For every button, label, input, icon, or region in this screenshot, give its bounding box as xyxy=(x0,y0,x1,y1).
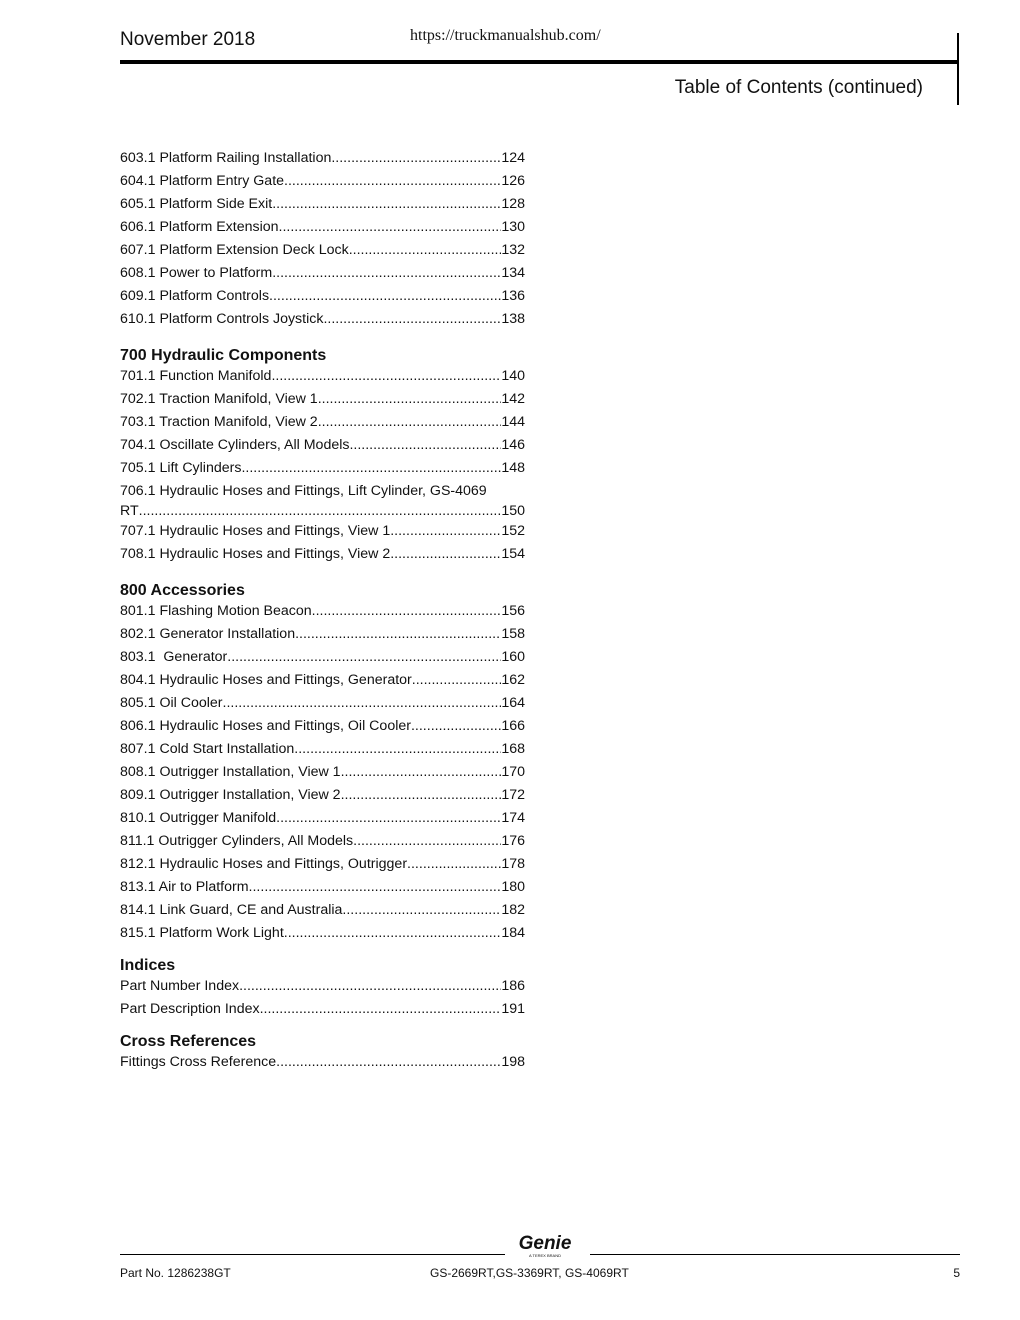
toc-dot-leader xyxy=(341,785,502,805)
genie-logo xyxy=(505,1230,585,1260)
toc-dot-leader xyxy=(312,601,502,621)
toc-dot-leader xyxy=(269,286,501,306)
toc-entry-page: 158 xyxy=(501,626,525,642)
toc-entry-page: 184 xyxy=(501,925,525,941)
toc-entry-701-1[interactable] xyxy=(120,366,525,389)
toc-entry-808-1[interactable] xyxy=(120,762,525,785)
toc-entry-title: 804.1 Hydraulic Hoses and Fittings, Generator xyxy=(120,672,412,688)
toc-entry-805-1[interactable] xyxy=(120,693,525,716)
toc-entry-title: 811.1 Outrigger Cylinders, All Models xyxy=(120,833,354,849)
toc-dot-leader xyxy=(279,217,502,237)
toc-entry-title: 702.1 Traction Manifold, View 1 xyxy=(120,391,318,407)
toc-entry-804-1[interactable] xyxy=(120,670,525,693)
toc-dot-leader xyxy=(412,670,502,690)
toc-entry-title: 603.1 Platform Railing Installation xyxy=(120,150,332,166)
toc-entry-807-1[interactable] xyxy=(120,739,525,762)
toc-entry-610-1[interactable] xyxy=(120,309,525,332)
toc-entry-title: 815.1 Platform Work Light xyxy=(120,925,284,941)
toc-entry-809-1[interactable] xyxy=(120,785,525,808)
toc-dot-leader xyxy=(284,923,502,943)
toc-entry-page: 166 xyxy=(501,718,525,734)
header-url[interactable]: https://truckmanualshub.com/ xyxy=(410,27,601,44)
footer-part-number: Part No. 1286238GT xyxy=(120,1266,231,1280)
toc-entry-802-1[interactable] xyxy=(120,624,525,647)
toc-entry-title: 814.1 Link Guard, CE and Australia xyxy=(120,902,343,918)
toc-entry-815-1[interactable] xyxy=(120,923,525,946)
toc-entry-page: 136 xyxy=(501,288,525,304)
toc-entry-604-1[interactable] xyxy=(120,171,525,194)
svg-text:Genie: Genie xyxy=(518,1233,572,1254)
table-of-contents xyxy=(120,148,525,1075)
toc-entry-title: 808.1 Outrigger Installation, View 1 xyxy=(120,764,341,780)
toc-entry-page: 134 xyxy=(501,265,525,281)
toc-entry-title: 707.1 Hydraulic Hoses and Fittings, View 1 xyxy=(120,523,391,539)
toc-entry-title: 810.1 Outrigger Manifold xyxy=(120,810,277,826)
footer-rule-right xyxy=(590,1254,960,1255)
toc-dot-leader xyxy=(390,544,501,564)
toc-entry-page: 138 xyxy=(501,311,525,327)
toc-entry-title: 703.1 Traction Manifold, View 2 xyxy=(120,414,318,430)
toc-section-800 xyxy=(120,581,525,946)
toc-dot-leader xyxy=(139,501,502,521)
toc-entry-page: 124 xyxy=(501,150,525,166)
toc-dot-leader xyxy=(239,976,501,996)
toc-entry-title: 708.1 Hydraulic Hoses and Fittings, View 2 xyxy=(120,546,391,562)
toc-entry-703-1[interactable] xyxy=(120,412,525,435)
toc-dot-leader xyxy=(295,624,501,644)
toc-entry-page: 142 xyxy=(501,391,525,407)
toc-entry-title: Fittings Cross Reference xyxy=(120,1054,277,1070)
toc-entry-page: 140 xyxy=(501,368,525,384)
toc-dot-leader xyxy=(241,458,501,478)
toc-dot-leader xyxy=(260,999,502,1019)
toc-entry-fittings-cross-reference[interactable] xyxy=(120,1052,525,1075)
svg-text:A TEREX BRAND: A TEREX BRAND xyxy=(529,1253,561,1258)
toc-dot-leader xyxy=(272,263,501,283)
toc-entry-page: 146 xyxy=(501,437,525,453)
toc-entry-title: 604.1 Platform Entry Gate xyxy=(120,173,285,189)
toc-section-cross-references xyxy=(120,1032,525,1075)
toc-entry-page: 144 xyxy=(501,414,525,430)
toc-entry-609-1[interactable] xyxy=(120,286,525,309)
toc-entry-title-continued: RT xyxy=(120,503,139,519)
toc-entry-title: 701.1 Function Manifold xyxy=(120,368,272,384)
toc-group-top xyxy=(120,148,525,332)
toc-entry-607-1[interactable] xyxy=(120,240,525,263)
toc-entry-608-1[interactable] xyxy=(120,263,525,286)
toc-dot-leader xyxy=(271,366,501,386)
toc-entry-708-1[interactable] xyxy=(120,544,525,567)
toc-entry-title: 704.1 Oscillate Cylinders, All Models xyxy=(120,437,350,453)
toc-section-indices xyxy=(120,956,525,1022)
toc-dot-leader xyxy=(341,762,502,782)
toc-entry-title: 806.1 Hydraulic Hoses and Fittings, Oil Cooler xyxy=(120,718,411,734)
toc-entry-page: 130 xyxy=(501,219,525,235)
toc-entry-title: Part Description Index xyxy=(120,1001,260,1017)
toc-section-heading[interactable]: 700 Hydraulic Components xyxy=(120,347,327,364)
toc-section-700 xyxy=(120,346,525,567)
toc-entry-page: 154 xyxy=(501,546,525,562)
toc-entry-title: 606.1 Platform Extension xyxy=(120,219,279,235)
toc-entry-title: 809.1 Outrigger Installation, View 2 xyxy=(120,787,341,803)
toc-dot-leader xyxy=(294,739,501,759)
toc-dot-leader xyxy=(331,148,501,168)
toc-entry-title: 803.1 Generator xyxy=(120,649,228,665)
toc-dot-leader xyxy=(223,693,502,713)
toc-entry-603-1[interactable] xyxy=(120,148,525,171)
toc-entry-title: 609.1 Platform Controls xyxy=(120,288,270,304)
toc-entry-title: 807.1 Cold Start Installation xyxy=(120,741,295,757)
page-title: Table of Contents (continued) xyxy=(674,77,923,98)
toc-dot-leader xyxy=(323,309,501,329)
toc-dot-leader xyxy=(349,240,502,260)
toc-dot-leader xyxy=(227,647,501,667)
toc-entry-706-1[interactable] xyxy=(120,481,525,521)
toc-entry-title: 805.1 Oil Cooler xyxy=(120,695,223,711)
toc-entry-page: 172 xyxy=(501,787,525,803)
toc-entry-page: 148 xyxy=(501,460,525,476)
toc-entry-part-number-index[interactable] xyxy=(120,976,525,999)
toc-entry-title: Part Number Index xyxy=(120,978,240,994)
toc-dot-leader xyxy=(318,412,502,432)
toc-entry-705-1[interactable] xyxy=(120,458,525,481)
toc-entry-page: 128 xyxy=(501,196,525,212)
toc-entry-801-1[interactable] xyxy=(120,601,525,624)
toc-entry-page: 168 xyxy=(501,741,525,757)
toc-entry-title: 813.1 Air to Platform xyxy=(120,879,249,895)
toc-entry-page: 160 xyxy=(501,649,525,665)
toc-entry-page: 152 xyxy=(501,523,525,539)
toc-entry-707-1[interactable] xyxy=(120,521,525,544)
toc-dot-leader xyxy=(272,194,501,214)
toc-entry-continuation xyxy=(120,501,525,521)
toc-entry-page: 174 xyxy=(501,810,525,826)
toc-entry-page: 191 xyxy=(501,1001,525,1017)
toc-dot-leader xyxy=(407,854,501,874)
toc-dot-leader xyxy=(276,808,501,828)
toc-entry-702-1[interactable] xyxy=(120,389,525,412)
toc-entry-page: 132 xyxy=(501,242,525,258)
toc-entry-page: 126 xyxy=(501,173,525,189)
footer-models: GS-2669RT,GS-3369RT, GS-4069RT xyxy=(430,1266,629,1280)
toc-entry-page: 170 xyxy=(501,764,525,780)
toc-section-heading[interactable]: Cross References xyxy=(120,1033,257,1050)
header-vertical-rule xyxy=(957,33,959,105)
toc-dot-leader xyxy=(390,521,501,541)
toc-entry-title: 706.1 Hydraulic Hoses and Fittings, Lift Cylinder, GS-4069 xyxy=(120,483,487,499)
toc-entry-810-1[interactable] xyxy=(120,808,525,831)
toc-entry-title: 802.1 Generator Installation xyxy=(120,626,296,642)
toc-entry-page: 182 xyxy=(501,902,525,918)
toc-entry-page: 162 xyxy=(501,672,525,688)
toc-entry-page: 156 xyxy=(501,603,525,619)
toc-section-heading[interactable]: 800 Accessories xyxy=(120,582,245,599)
toc-entry-803-1[interactable] xyxy=(120,647,525,670)
toc-entry-page: 198 xyxy=(501,1054,525,1070)
toc-dot-leader xyxy=(342,900,501,920)
header-date: November 2018 xyxy=(120,29,256,50)
toc-entry-title: 607.1 Platform Extension Deck Lock xyxy=(120,242,349,258)
toc-entry-page: 180 xyxy=(501,879,525,895)
toc-entry-page: 178 xyxy=(501,856,525,872)
toc-entry-605-1[interactable] xyxy=(120,194,525,217)
toc-entry-814-1[interactable] xyxy=(120,900,525,923)
toc-dot-leader xyxy=(353,831,501,851)
toc-entry-title: 812.1 Hydraulic Hoses and Fittings, Outrigger xyxy=(120,856,408,872)
toc-entry-title: 801.1 Flashing Motion Beacon xyxy=(120,603,312,619)
toc-entry-title: 705.1 Lift Cylinders xyxy=(120,460,242,476)
toc-entry-704-1[interactable] xyxy=(120,435,525,458)
toc-dot-leader xyxy=(249,877,502,897)
toc-dot-leader xyxy=(276,1052,501,1072)
toc-entry-title: 605.1 Platform Side Exit xyxy=(120,196,273,212)
toc-entry-part-description-index[interactable] xyxy=(120,999,525,1022)
toc-entry-page: 176 xyxy=(501,833,525,849)
toc-entry-page: 150 xyxy=(501,503,525,519)
toc-entry-806-1[interactable] xyxy=(120,716,525,739)
toc-entry-page: 164 xyxy=(501,695,525,711)
header-rule xyxy=(120,60,959,64)
toc-dot-leader xyxy=(349,435,501,455)
toc-section-heading[interactable]: Indices xyxy=(120,957,176,974)
toc-entry-title: 610.1 Platform Controls Joystick xyxy=(120,311,324,327)
footer-page-number: 5 xyxy=(953,1266,960,1280)
toc-entry-812-1[interactable] xyxy=(120,854,525,877)
toc-entry-606-1[interactable] xyxy=(120,217,525,240)
toc-entry-811-1[interactable] xyxy=(120,831,525,854)
toc-entry-page: 186 xyxy=(501,978,525,994)
toc-entry-title: 608.1 Power to Platform xyxy=(120,265,273,281)
toc-dot-leader xyxy=(318,389,502,409)
toc-dot-leader xyxy=(284,171,501,191)
footer-rule-left xyxy=(120,1254,505,1255)
toc-entry-813-1[interactable] xyxy=(120,877,525,900)
toc-dot-leader xyxy=(411,716,501,736)
